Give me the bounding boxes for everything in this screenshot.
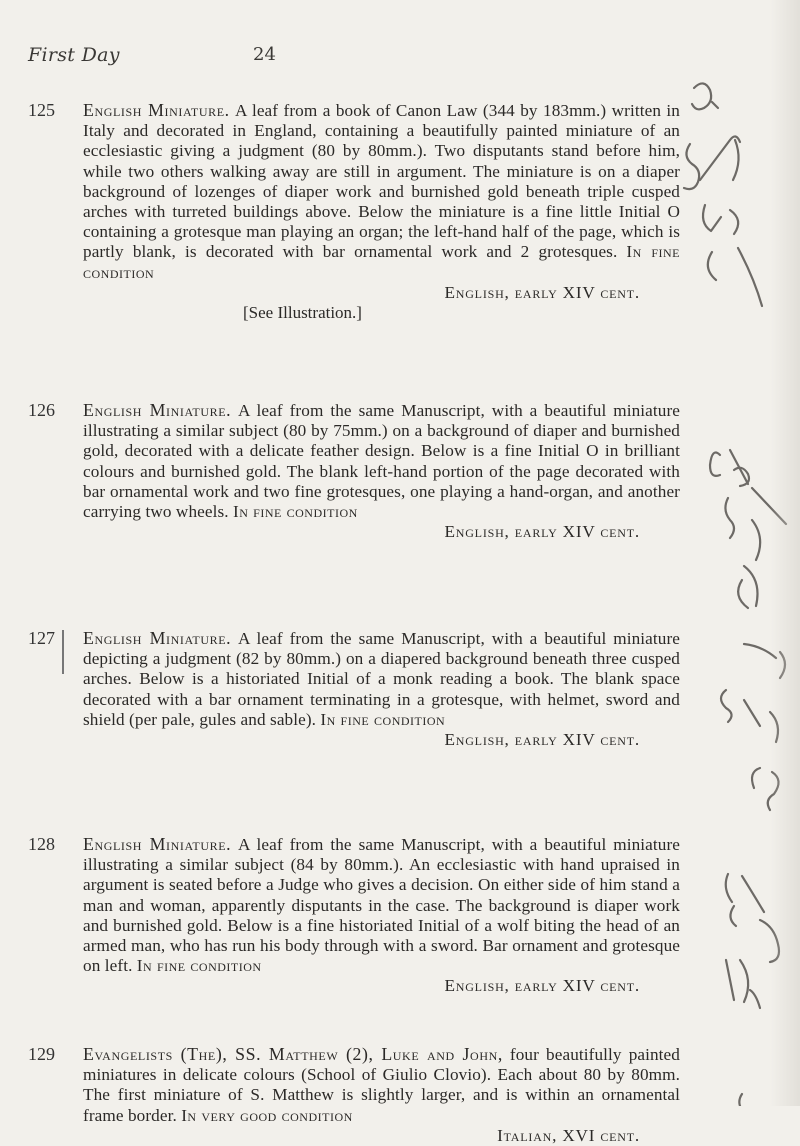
lot-lead: English Miniature. [83,628,232,648]
lot-number: 126 [28,400,55,420]
lot-text: A leaf from the same Manuscript, with a beautiful miniature illustrating a similar subject (84 by 80mm.). An ecclesiastic with hand upraised in argument is seated before a Judge who gives a decision. On either side of him stand a man and woman, apparently disputants in the case. The background is diaper work and burnished gold. Below is a fine historiated Initial of a wolf biting the head of an armed man, who has run his body through with a sword. Bar ornament and grotesque on left. [83,835,681,976]
lot-number: 125 [28,100,55,120]
lot-condition: In fine condition [83,242,680,282]
pencil-mark-129 [739,1094,742,1106]
lot-text: A leaf from the same Manuscript, with a beautiful miniature illustrating a similar subject (80 by 75mm.) on a background of diaper and burnished gold, decorated with a delicate feather design. Below is a fine Initial O in brilliant colours and burnished gold. The blank left-hand portion of the page decorated with bar ornamental work and two fine grotesques, one playing a hand-organ, and another carrying two wheels. [83,401,681,522]
lot-condition: In fine condition [320,709,446,729]
lot-text: A leaf from the same Manuscript, with a beautiful miniature depicting a judgment (82 by 80mm.) on a diapered background beneath three cusped arches. Below is a historiated Initial of a monk reading a book. The blank space decorated with a bar ornament terminating in a grotesque, with helmet, sword and shield (per pale, gules and sable). [83,629,681,729]
running-title: First Day [28,44,120,66]
lot-text: four beautifully painted miniatures in delicate colours (School of Giulio Clovio). Each about 80 by 80mm. The first miniature of S. Matthew is slightly larger, and is within an ornamental frame border. [83,1045,680,1125]
lot-period: English, early XIV cent. [444,282,640,302]
lot-lead: English Miniature. [83,400,232,420]
lot-number: 129 [28,1044,55,1064]
lot-number: 127 [28,628,55,648]
pencil-mark-125 [684,83,762,306]
lot-lead: English Miniature. [83,834,232,854]
lot-condition: In fine condition [232,502,358,522]
page-edge-shadow [770,0,800,1106]
lot-period: English, early XIV cent. [444,730,640,750]
illustration-reference: [See Illustration.] [243,303,362,323]
lot-text: A leaf from a book of Canon Law (344 by 183mm.) written in Italy and decorated in England, containing a beautifully painted miniature of an ecclesiastic giving a judgment (80 by 80mm.). Two disputants stand before him, while two others walking away are still in argument. The miniature is on a diaper background of lozenges of diaper work and burnished gold beneath triple cusped arches with turreted buildings above. Below the miniature is a fine little Initial O containing a grotesque man playing an organ; the left-hand half of the page, which is partly blank, is decorated with bar ornamental work and 2 grotesques. [83,101,680,262]
lot-period: Italian, XVI cent. [497,1125,640,1145]
lot-lead: Evangelists (The), SS. Matthew (2), Luke and John, [83,1044,503,1064]
lot-period: English, early XIV cent. [444,522,640,542]
lot-condition: In very good condition [181,1105,353,1125]
lot-period: English, early XIV cent. [444,976,640,996]
lot-lead: English Miniature. [83,100,230,120]
page-number: 24 [253,44,276,65]
lot-condition: In fine condition [136,956,262,976]
lot-number: 128 [28,834,55,854]
